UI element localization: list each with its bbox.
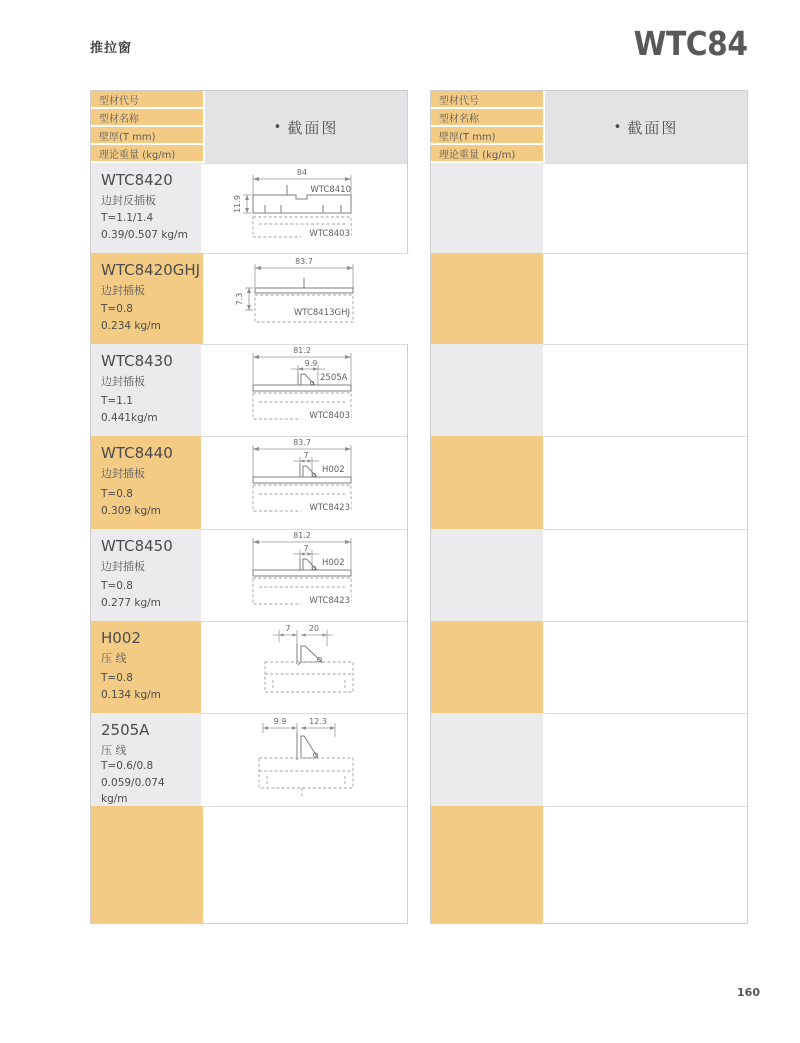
profile-label-cell-empty [431, 806, 543, 923]
dim-label: 11.9 [233, 195, 242, 213]
profile-code: 2505A [101, 721, 150, 739]
section-diagram-cell [201, 344, 407, 436]
profile-weight: 0.441kg/m [101, 411, 158, 424]
profile-diagram [201, 622, 407, 713]
section-diagram-cell [201, 621, 407, 713]
page-category: 推拉窗 [90, 41, 133, 56]
profile-label-cell-empty [431, 529, 543, 621]
profile-label-cell-empty [431, 713, 543, 806]
part-label: WTC8403 [309, 411, 350, 421]
profile-thickness: T=0.8 [101, 672, 133, 685]
profile-weight: 0.134 kg/m [101, 688, 161, 701]
profile-specs [101, 393, 193, 426]
bullet-icon: • [613, 119, 622, 135]
header-label-column [431, 91, 543, 163]
bullet-icon: • [273, 119, 282, 135]
section-diagram-cell [201, 436, 407, 529]
profile-weight: 0.059/0.074 kg/m [101, 776, 165, 805]
header-thickness: 壁厚(T mm) [91, 127, 203, 145]
header-section-view [203, 91, 407, 163]
header-label-column [91, 91, 203, 163]
part-label: 2505A [320, 373, 348, 383]
dim-label: 12.3 [309, 717, 327, 726]
table-row [431, 529, 747, 621]
profile-table-right [430, 90, 748, 924]
dim-label: 7 [285, 624, 291, 633]
dim-label: 83.7 [293, 438, 311, 447]
section-view-label: 截面图 [627, 118, 679, 137]
table-row [91, 713, 407, 806]
section-diagram-cell-empty [543, 163, 747, 253]
profile-weight: 0.39/0.507 kg/m [101, 228, 188, 241]
profile-name: 边封插板 [101, 467, 145, 481]
section-diagram-cell [201, 529, 407, 621]
profile-label-cell [91, 436, 201, 529]
profile-code: WTC8420 [101, 171, 173, 189]
dim-label: 81.2 [293, 346, 311, 355]
section-diagram-cell-empty [543, 344, 747, 436]
profile-name: 边封反插板 [101, 194, 156, 208]
dim-label: 20 [308, 624, 320, 633]
part-label: WTC8413GHJ [293, 308, 350, 318]
profile-thickness: T=1.1 [101, 395, 133, 408]
profile-label-cell [91, 621, 201, 713]
profile-thickness: T=0.8 [101, 580, 133, 593]
table-row [91, 529, 407, 621]
header-profile-name: 型材名称 [91, 109, 203, 127]
section-diagram-cell-empty [543, 713, 747, 806]
profile-thickness: T=0.8 [101, 303, 133, 316]
section-diagram-cell-empty [543, 529, 747, 621]
profile-label-cell [91, 163, 201, 253]
section-diagram-cell [201, 713, 407, 806]
table-header [431, 91, 747, 163]
profile-weight: 0.234 kg/m [101, 319, 161, 332]
profile-label-cell [91, 529, 201, 621]
part-label: WTC8423 [309, 596, 350, 606]
table-row [91, 163, 407, 253]
profile-diagram [201, 437, 407, 529]
profile-label-cell [91, 713, 201, 806]
dim-label: 83.7 [295, 257, 313, 266]
header-weight: 理论重量 (kg/m) [431, 145, 543, 163]
table-row [431, 806, 747, 923]
page-number: 160 [737, 986, 760, 999]
table-row [91, 806, 407, 923]
profile-thickness: T=1.1/1.4 [101, 212, 154, 225]
dim-label: 7.3 [235, 292, 244, 306]
profile-specs [101, 486, 193, 519]
profile-diagram [203, 254, 409, 344]
section-diagram-cell-empty [543, 436, 747, 529]
profile-specs [101, 578, 193, 611]
header-profile-code: 型材代号 [431, 91, 543, 109]
page-title: WTC84 [634, 24, 748, 63]
header-profile-name: 型材名称 [431, 109, 543, 127]
table-row [91, 253, 407, 344]
profile-label-cell-empty [431, 253, 543, 344]
profile-label-cell-empty [91, 806, 203, 923]
profile-weight: 0.309 kg/m [101, 504, 161, 517]
dim-label: 7 [303, 544, 309, 553]
part-label: H002 [322, 558, 345, 568]
table-row [431, 713, 747, 806]
part-label: H002 [322, 465, 345, 475]
profile-specs [101, 301, 195, 334]
profile-specs [101, 210, 193, 243]
section-diagram-cell-empty [543, 806, 747, 923]
profile-name: 边封插板 [101, 560, 145, 574]
dim-label: 9.9 [273, 717, 287, 726]
table-row [91, 344, 407, 436]
profile-name: 边封插板 [101, 375, 145, 389]
profile-diagram [201, 714, 407, 806]
profile-code: WTC8440 [101, 444, 173, 462]
profile-label-cell [91, 344, 201, 436]
section-diagram-cell-empty [203, 806, 407, 923]
dim-label: 7 [303, 451, 309, 460]
header-profile-code: 型材代号 [91, 91, 203, 109]
table-row [431, 344, 747, 436]
profile-diagram [201, 530, 407, 621]
section-diagram-cell-empty [543, 253, 747, 344]
table-header [91, 91, 407, 163]
profile-label-cell-empty [431, 621, 543, 713]
part-label: WTC8403 [309, 229, 350, 239]
header-thickness: 壁厚(T mm) [431, 127, 543, 145]
profile-weight: 0.277 kg/m [101, 596, 161, 609]
section-diagram-cell-empty [543, 621, 747, 713]
profile-specs [101, 670, 193, 703]
profile-diagram [201, 164, 407, 253]
profile-code: WTC8420GHJ [101, 261, 201, 279]
header-section-view [543, 91, 747, 163]
profile-code: WTC8450 [101, 537, 173, 555]
part-label: WTC8423 [309, 503, 350, 513]
profile-thickness: T=0.8 [101, 488, 133, 501]
dim-label: 81.2 [293, 531, 311, 540]
section-diagram-cell [201, 163, 407, 253]
table-row [91, 621, 407, 713]
profile-thickness: T=0.6/0.8 [101, 760, 154, 773]
profile-diagram [201, 345, 407, 436]
profile-name: 压 线 [101, 744, 127, 758]
table-row [431, 253, 747, 344]
table-row [431, 621, 747, 713]
dim-label: 84 [296, 168, 308, 177]
table-row [91, 436, 407, 529]
section-diagram-cell [203, 253, 409, 344]
header-weight: 理论重量 (kg/m) [91, 145, 203, 163]
part-label: WTC8410 [310, 185, 351, 195]
profile-name: 压 线 [101, 652, 127, 666]
table-row [431, 436, 747, 529]
profile-label-cell-empty [431, 436, 543, 529]
profile-label-cell-empty [431, 163, 543, 253]
table-row [431, 163, 747, 253]
profile-name: 边封插板 [101, 284, 145, 298]
profile-table-left [90, 90, 408, 924]
dim-label: 9.9 [304, 359, 318, 368]
profile-code: WTC8430 [101, 352, 173, 370]
section-view-label: 截面图 [287, 118, 339, 137]
profile-code: H002 [101, 629, 141, 647]
profile-specs [101, 758, 193, 807]
profile-label-cell-empty [431, 344, 543, 436]
profile-label-cell [91, 253, 203, 344]
